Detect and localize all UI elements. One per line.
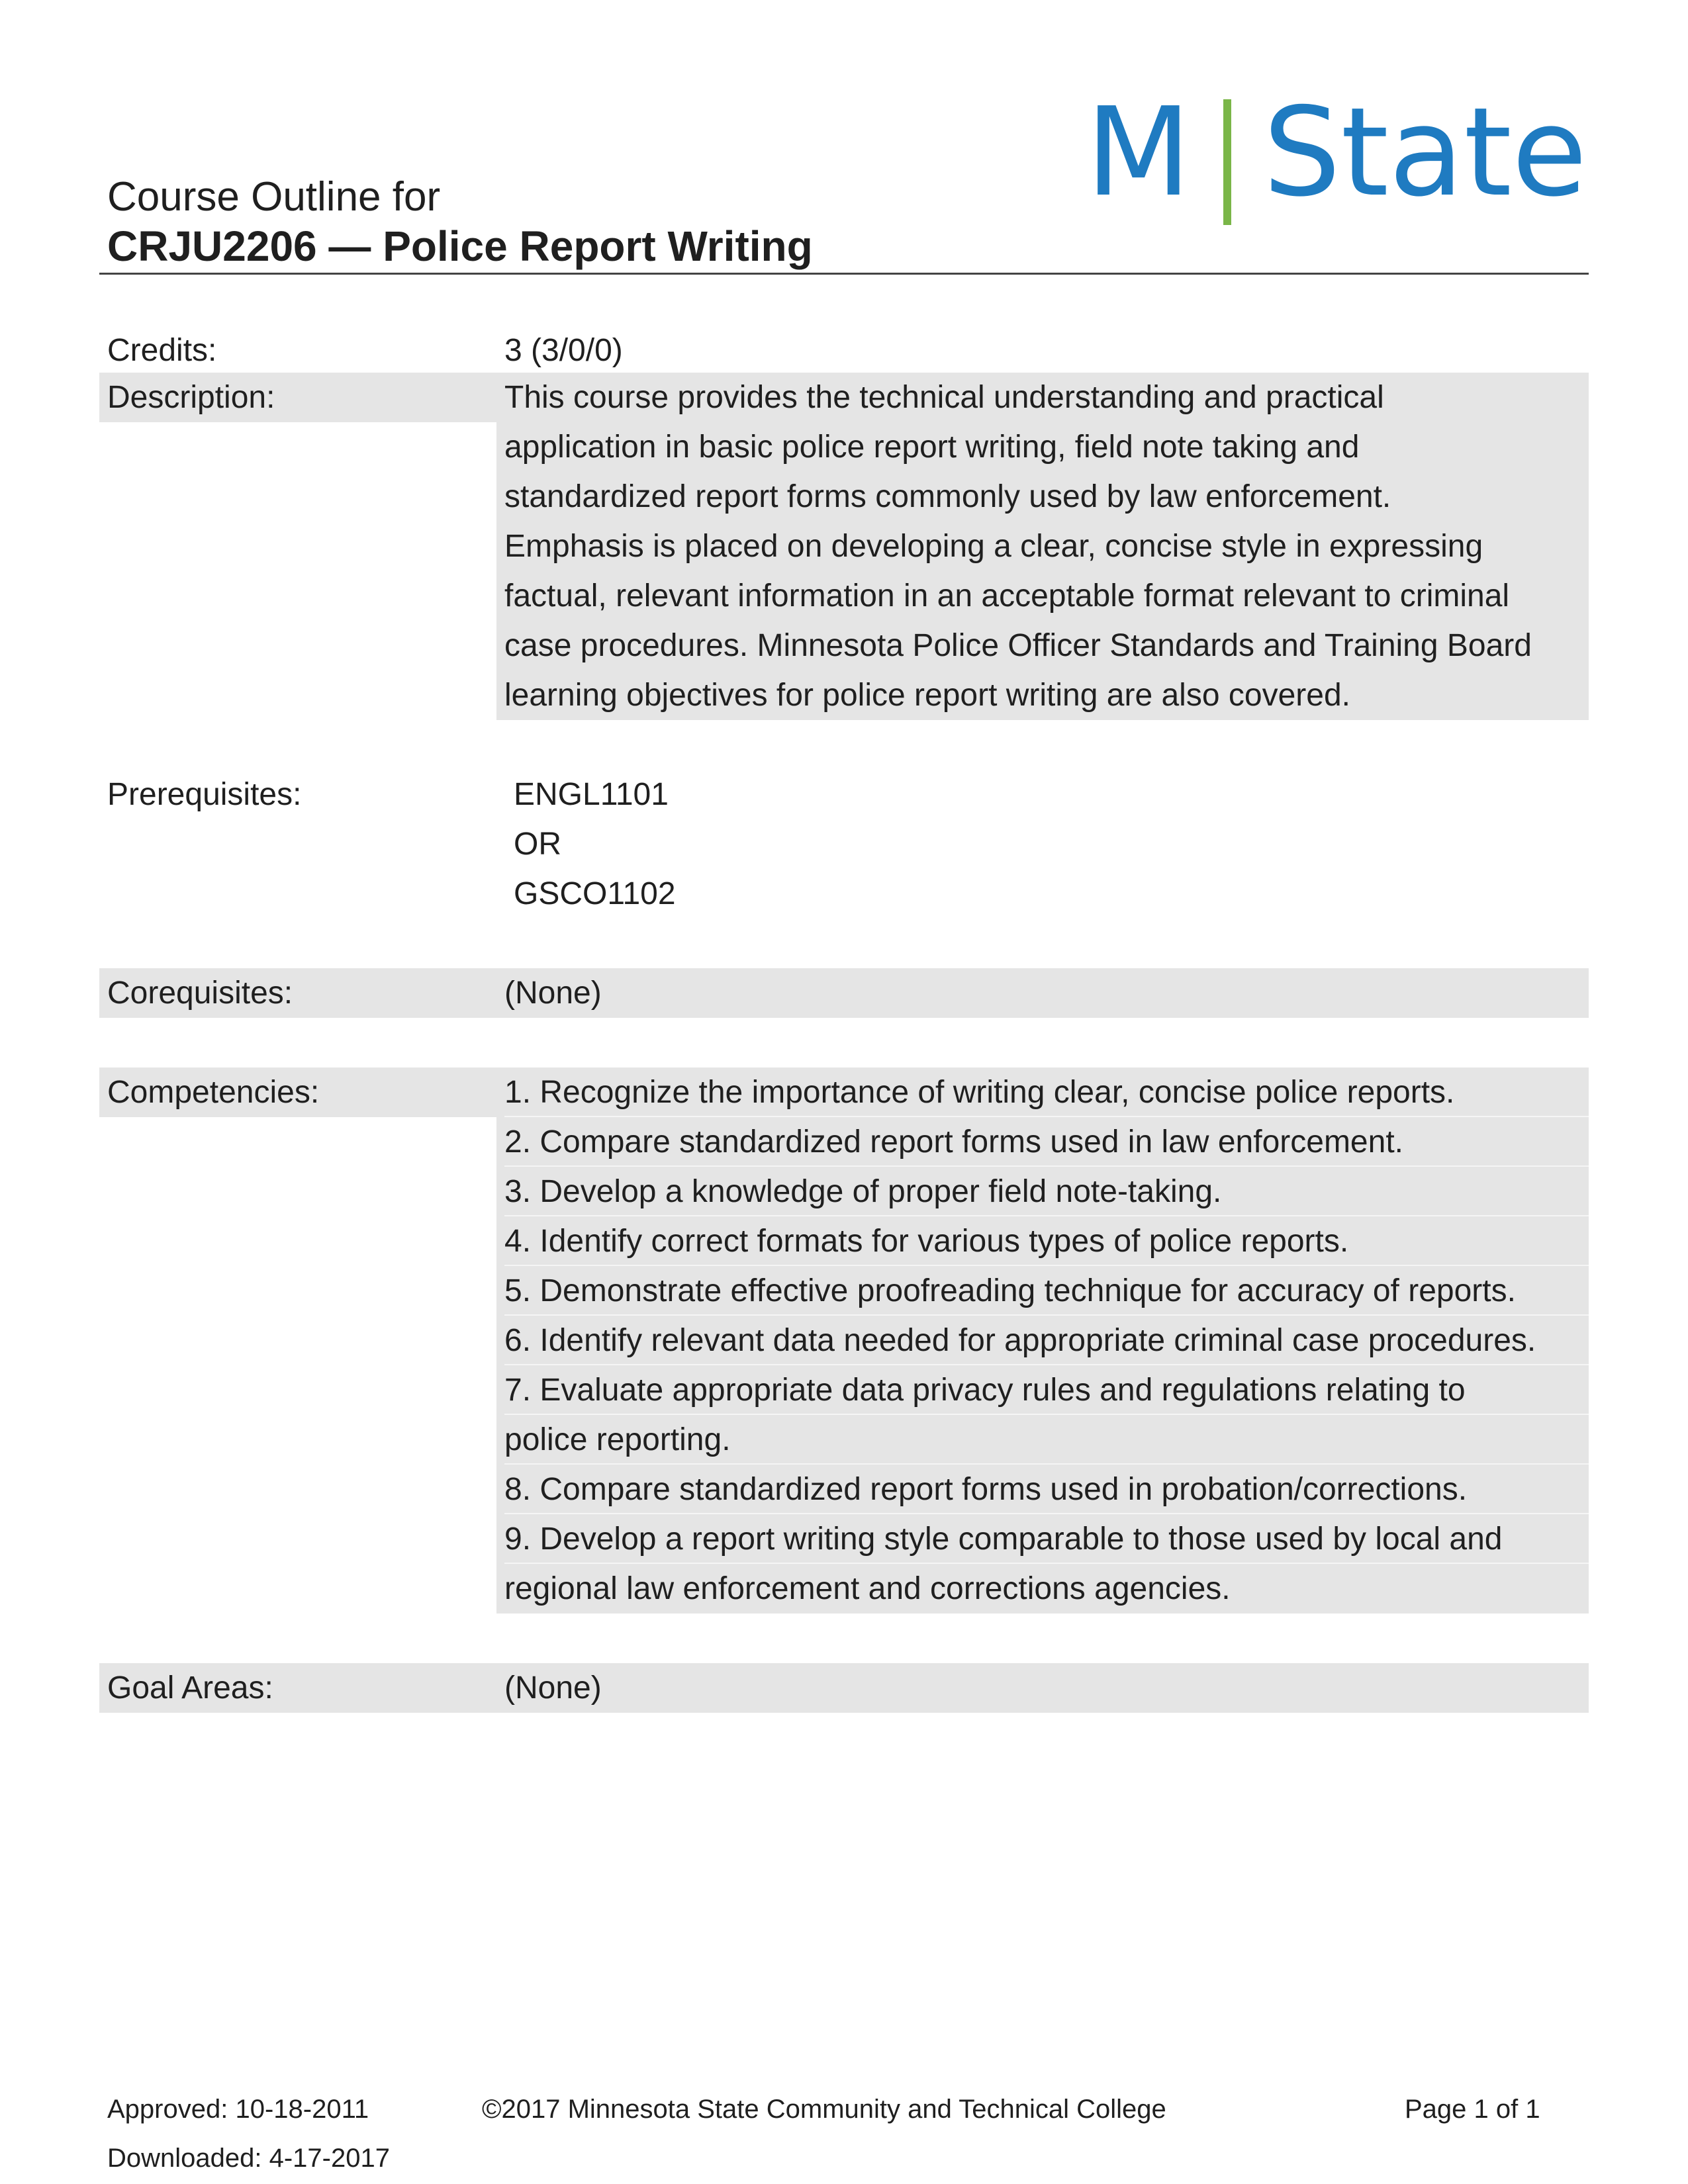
prerequisite-item: ENGL1101 [514,777,669,812]
goal-areas-label: Goal Areas: [99,1663,496,1713]
competencies-label: Competencies: [99,1068,496,1117]
prerequisites-label: Prerequisites: [107,777,302,812]
competency-item-continued: regional law enforcement and corrections agencies. [504,1571,1231,1606]
competency-item-continued: police reporting. [504,1415,1589,1465]
prerequisite-item: OR [514,827,561,862]
prerequisite-item: GSCO1102 [514,876,676,911]
competency-item: 5. Demonstrate effective proofreading technique for accuracy of reports. [504,1266,1589,1316]
description-line: Emphasis is placed on developing a clear, concise style in expressing [504,529,1483,564]
title-divider [99,273,1589,275]
page-number: Page 1 of 1 [1405,2095,1540,2124]
description-value [496,373,1589,720]
logo-divider-bar [1223,99,1231,225]
description-line: application in basic police report writing, field note taking and [504,430,1360,465]
goal-areas-value: (None) [496,1663,1589,1713]
competencies-value [496,1068,1589,1614]
competency-item: 7. Evaluate appropriate data privacy rules and regulations relating to [504,1365,1589,1415]
description-label: Description: [99,373,496,422]
page-title-prefix: Course Outline for [107,174,441,220]
competency-item: 1. Recognize the importance of writing clear, concise police reports. [504,1068,1589,1117]
description-line: factual, relevant information in an acceptable format relevant to criminal [504,578,1510,614]
description-line: standardized report forms commonly used by law enforcement. [504,479,1391,514]
competency-item: 2. Compare standardized report forms used in law enforcement. [504,1117,1589,1167]
approved-date: Approved: 10-18-2011 [107,2095,369,2124]
copyright-notice: ©2017 Minnesota State Community and Technical College [482,2095,1166,2124]
description-line: learning objectives for police report writing are also covered. [504,678,1350,713]
downloaded-date: Downloaded: 4-17-2017 [107,2144,390,2173]
page-title-course: CRJU2206 — Police Report Writing [107,222,813,270]
description-line: case procedures. Minnesota Police Officer Standards and Training Board [504,628,1532,663]
description-line: This course provides the technical understanding and practical [504,380,1384,415]
competency-item: 6. Identify relevant data needed for appropriate criminal case procedures. [504,1316,1589,1365]
credits-value: 3 (3/0/0) [504,333,623,368]
competency-item: 9. Develop a report writing style comparable to those used by local and [504,1514,1589,1564]
logo-m-text: M [1086,81,1192,224]
corequisites-label: Corequisites: [99,968,496,1018]
corequisites-value: (None) [496,968,1589,1018]
mstate-logo [1086,81,1587,232]
credits-label: Credits: [107,333,217,368]
competency-item: 4. Identify correct formats for various types of police reports. [504,1216,1589,1266]
competency-item: 3. Develop a knowledge of proper field note-taking. [504,1167,1589,1216]
prerequisites-value [496,770,1589,919]
logo-state-text: State [1263,81,1587,224]
competency-item: 8. Compare standardized report forms used in probation/corrections. [504,1465,1589,1514]
